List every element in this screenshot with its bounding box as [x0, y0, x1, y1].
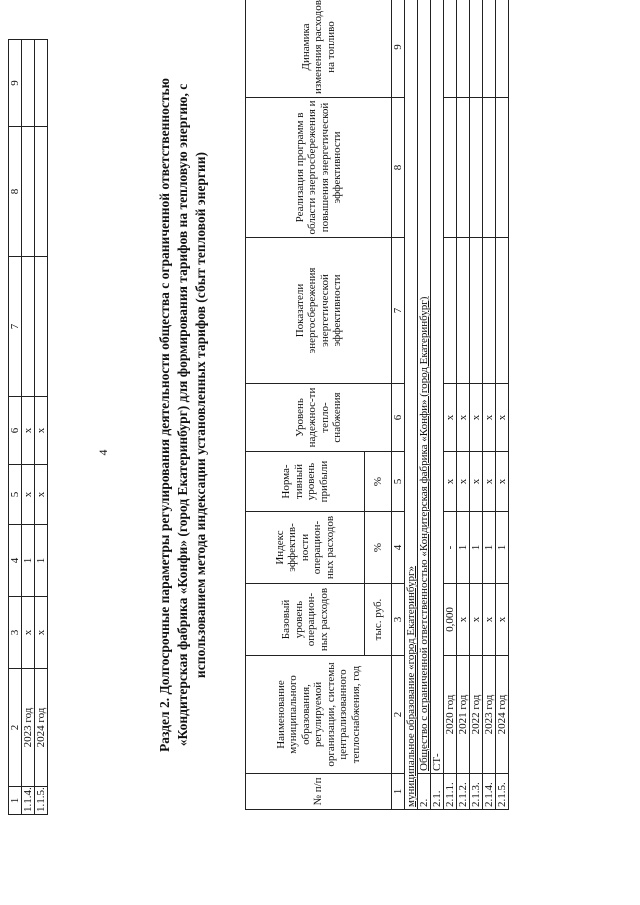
header-reliability: Уровень надежнос-ти тепло-снабжения [246, 384, 392, 452]
municipality-name: муниципальное образование «город Екатеринбург» [405, 0, 418, 810]
table-cell: 1 [392, 774, 405, 810]
table-cell: 2021 год [457, 656, 470, 774]
table-cell: 2024 год [35, 669, 48, 787]
table-cell [457, 0, 470, 98]
table-cell [22, 257, 35, 397]
table-cell: 2. [418, 774, 431, 810]
table-cell: x [444, 452, 457, 512]
table-cell: x [470, 384, 483, 452]
table-row [444, 0, 457, 810]
table-cell: x [22, 465, 35, 525]
header-num: № п/п [246, 774, 392, 810]
table-cell: 2 [9, 669, 22, 787]
system-row [431, 0, 444, 810]
table-cell: - [444, 512, 457, 584]
section-title-line: «Кондитерская фабрика «Конфи» (город Екатеринбург) для формирования тарифов на тепловую энергию, с [175, 83, 190, 747]
table-row [483, 0, 496, 810]
header-norm: Норма-тивный уровень прибыли [246, 452, 365, 512]
table-cell: x [22, 597, 35, 669]
table-cell: 5 [392, 452, 405, 512]
table-cell: 1 [457, 512, 470, 584]
table-row [457, 0, 470, 810]
table-cell: 2023 год [483, 656, 496, 774]
table-cell: 2.1.1. [444, 774, 457, 810]
table-cell: 3 [392, 584, 405, 656]
table-cell: 1.1.5. [35, 787, 48, 815]
table-cell [483, 0, 496, 98]
table-cell: x [483, 384, 496, 452]
column-numbers-row [392, 0, 405, 810]
municipality-row [405, 0, 418, 810]
table-cell [470, 238, 483, 384]
unit-cell: % [365, 452, 392, 512]
table-cell: 8 [392, 98, 405, 238]
table-row [35, 40, 48, 815]
table-cell [483, 238, 496, 384]
table-cell: x [22, 397, 35, 465]
header-dynamics: Динамика изменения расходов на топливо [246, 0, 392, 98]
system-name: СТ- [431, 0, 444, 774]
table-header-row [246, 0, 365, 810]
table-cell [35, 40, 48, 127]
table-cell: x [457, 452, 470, 512]
header-index: Индекс эффектив-ности операцион-ных расходов [246, 512, 365, 584]
table-cell: x [470, 452, 483, 512]
table-cell: x [457, 384, 470, 452]
table-cell: 1 [496, 512, 509, 584]
header-name: Наименование муниципального образования, регулируемой организации, системы централизованного теплоснабжения, год [246, 656, 392, 774]
table-cell: x [35, 397, 48, 465]
table-cell [35, 127, 48, 257]
table-cell: 9 [392, 0, 405, 98]
table-cell: 3 [9, 597, 22, 669]
table-cell: 4 [392, 512, 405, 584]
table-cell: 7 [9, 257, 22, 397]
table-header-row [9, 40, 22, 815]
table-cell: x [496, 452, 509, 512]
table-cell [496, 238, 509, 384]
table-cell: 1 [470, 512, 483, 584]
section-title-line: использованием метода индексации установленных тарифов (сбыт тепловой энергии) [193, 151, 208, 679]
table-cell: 2.1.5. [496, 774, 509, 810]
table-row [22, 40, 35, 815]
table-cell: x [35, 465, 48, 525]
table-cell: 9 [9, 40, 22, 127]
section-title-line: Раздел 2. Долгосрочные параметры регулирования деятельности общества с ограниченной ответственностью [157, 78, 172, 752]
table-cell: 1 [22, 525, 35, 597]
unit-cell: тыс. руб. [365, 584, 392, 656]
table-cell: 2.1. [431, 774, 444, 810]
table-cell: x [470, 584, 483, 656]
table-cell [470, 0, 483, 98]
table-cell [470, 98, 483, 238]
table-cell [496, 98, 509, 238]
table-cell: 4 [9, 525, 22, 597]
table-row [470, 0, 483, 810]
table-cell: 5 [9, 465, 22, 525]
section-title [156, 20, 210, 810]
table-cell: 2.1.4. [483, 774, 496, 810]
table-cell: 8 [9, 127, 22, 257]
table-cell: x [496, 384, 509, 452]
table-cell [496, 0, 509, 98]
table-cell: x [483, 452, 496, 512]
table-cell: 2022 год [470, 656, 483, 774]
table-cell: x [483, 584, 496, 656]
table-cell: x [35, 597, 48, 669]
table-cell [444, 98, 457, 238]
table-cell: 2023 год [22, 669, 35, 787]
table-cell: 2.1.3. [470, 774, 483, 810]
table-cell: 6 [392, 384, 405, 452]
table-cell: x [457, 584, 470, 656]
table-cell: 1 [483, 512, 496, 584]
table-row [496, 0, 509, 810]
table-cell: 1 [9, 787, 22, 815]
header-energy: Показатели энергосбережения энергетической эффективности [246, 238, 392, 384]
table-cell [22, 40, 35, 127]
table-cell: x [444, 384, 457, 452]
table-cell: 0,000 [444, 584, 457, 656]
continued-table [8, 39, 48, 815]
organization-name: Общество с ограниченной ответственностью «Кондитерская фабрика «Конфи» (город Екатеринбург) [418, 0, 431, 774]
table-cell [444, 0, 457, 98]
header-programs: Реализация программ в области энергосбережения и повышения энергетической эффективности [246, 98, 392, 238]
table-cell: x [496, 584, 509, 656]
table-cell [35, 257, 48, 397]
table-cell: 7 [392, 238, 405, 384]
table-cell: 1 [35, 525, 48, 597]
table-cell: 2024 год [496, 656, 509, 774]
table-cell: 6 [9, 397, 22, 465]
page-number: 4 [96, 449, 110, 456]
table-cell: 2.1.2. [457, 774, 470, 810]
header-base: Базовый уровень операцион-ных расходов [246, 584, 365, 656]
table-cell [444, 238, 457, 384]
parameters-table [245, 0, 509, 810]
table-cell [457, 98, 470, 238]
table-cell: 1.1.4. [22, 787, 35, 815]
table-cell [483, 98, 496, 238]
table-cell [457, 238, 470, 384]
table-cell [22, 127, 35, 257]
unit-cell: % [365, 512, 392, 584]
organization-row [418, 0, 431, 810]
table-cell: 2 [392, 656, 405, 774]
table-cell: 2020 год [444, 656, 457, 774]
